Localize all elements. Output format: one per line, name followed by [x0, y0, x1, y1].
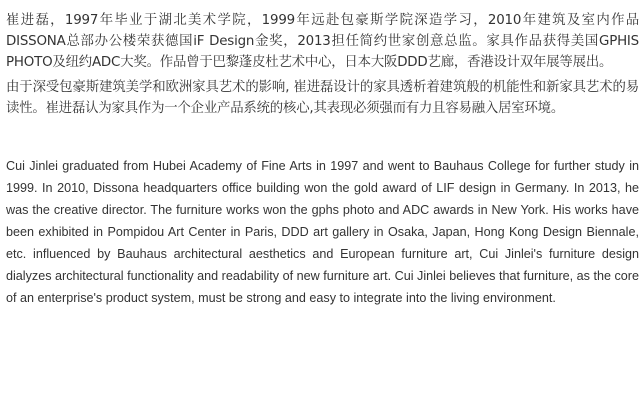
english-bio-paragraph: Cui Jinlei graduated from Hubei Academy of Fine Arts in 1997 and went to Bauhaus College for further study in 1999. In 2010, Dissona headquarters office building won the gold award of LIF design in Germany. In 2013, he was the creative director. The furniture works won the gphs photo and ADC awards in New York. His works have been exhibited in Pompidou Art Center in Paris, DDD art gallery in Osaka, Japan, Hong Kong Design Biennale, etc. influenced by Bauhaus architectural aesthetics and European furniture art, Cui Jinlei's furniture design dialyzes architectural functionality and readability of new furniture art. Cui Jinlei believes that furniture, as the core of an enterprise's product system, must be strong and easy to integrate into the living environment. — [6, 159, 639, 305]
chinese-design-philosophy-paragraph: 由于深受包豪斯建筑美学和欧洲家具艺术的影响, 崔进磊设计的家具透析着建筑般的机能性和新家具艺术的易读性。崔进磊认为家具作为一个企业产品系统的核心,其表现必须强而有力且容易融入居室环境。 — [6, 80, 639, 116]
chinese-bio-paragraph: 崔进磊，1997年毕业于湖北美术学院，1999年远赴包豪斯学院深造学习，2010年建筑及室内作品DISSONA总部办公楼荣获德国iF Design金奖，2013担任简约世家创意总监。家具作品获得美国GPHIS PHOTO及纽约ADC大奖。作品曾于巴黎蓬皮杜艺术中心，日本大阪DDD艺廊，香港设计双年展等展出。 — [6, 13, 639, 70]
